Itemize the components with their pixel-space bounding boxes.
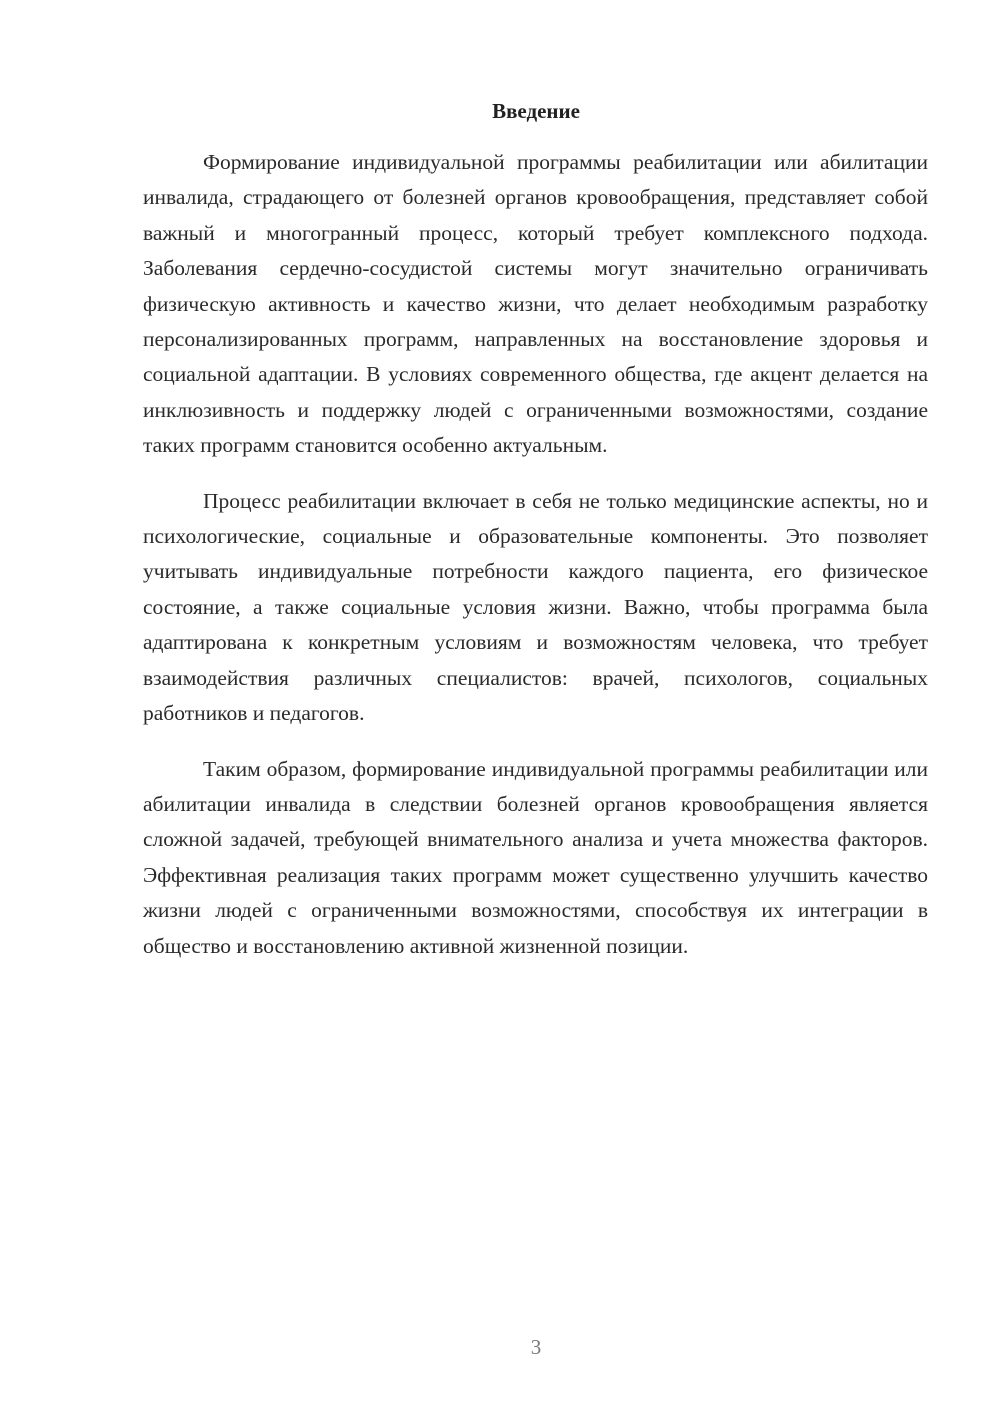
paragraph-3: Таким образом, формирование индивидуальной программы реабилитации или абилитации инвалида в следствии болезней органов кровообращения является сложной задачей, требующей внимательного анализа и учета множества факторов. Эффективная реализация таких программ может существенно улучшить качество жизни людей с ограниченными возможностями, способствуя их интеграции в общество и восстановлению активной жизненной позиции. [143, 756, 928, 958]
section-heading: Введение [492, 99, 580, 123]
body-text [143, 145, 928, 984]
paragraph-2: Процесс реабилитации включает в себя не только медицинские аспекты, но и психологические, социальные и образовательные компоненты. Это позволяет учитывать индивидуальные потребности каждого пациента, его физическое состояние, а также социальные условия жизни. Важно, чтобы программа была адаптирована к конкретным условиям и возможностям человека, что требует взаимодействия различных специалистов: врачей, психологов, социальных работников и педагогов. [143, 488, 928, 726]
page-number: 3 [530, 1335, 542, 1359]
paragraph-1: Формирование индивидуальной программы реабилитации или абилитации инвалида, страдающего от болезней органов кровообращения, представляет собой важный и многогранный процесс, который требует комплексного подхода. Заболевания сердечно-сосудистой системы могут значительно ограничивать физическую активность и качество жизни, что делает необходимым разработку персонализированных программ, направленных на восстановление здоровья и социальной адаптации. В условиях современного общества, где акцент делается на инклюзивность и поддержку людей с ограниченными возможностями, создание таких программ становится особенно актуальным. [143, 150, 928, 458]
